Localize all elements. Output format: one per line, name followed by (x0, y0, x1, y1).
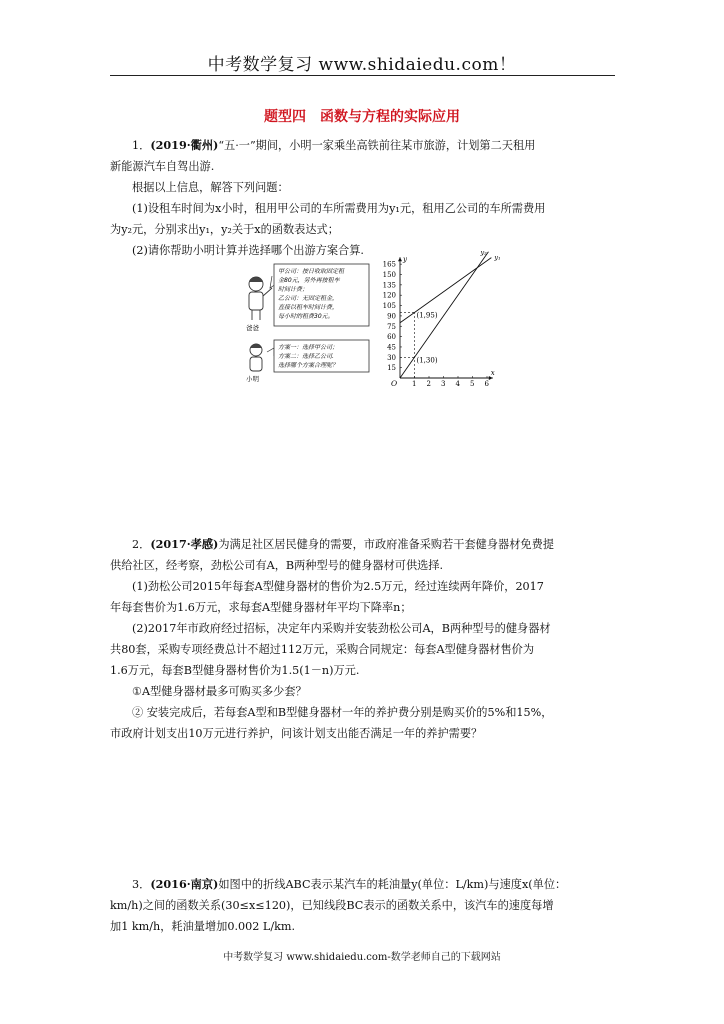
q2-part1-a: (1)劲松公司2015年每套A型健身器材的售价为2.5万元，经过连续两年降价，2017 (132, 580, 544, 593)
ming-text-line: 方案二：选择乙公司. (278, 353, 334, 360)
q2-stem (110, 534, 618, 556)
q3-stem (110, 874, 618, 896)
header-divider (110, 75, 615, 76)
q1-stem (110, 135, 618, 157)
dad-text-line: 时间计费； (278, 286, 309, 293)
x-tick-label: 2 (426, 380, 431, 388)
q3-line1: 如图中的折线ABC表示某汽车的耗油量y(单位：L/km)与速度x(单位： (218, 878, 567, 891)
ming-label: 小明 (246, 375, 259, 383)
q2-line1: 为满足社区居民健身的需要，市政府准备采购若干套健身器材免费提 (218, 538, 554, 551)
q3-source: (2016·南京) (150, 877, 219, 891)
q1-line1: “五·一”期间，小明一家乘坐高铁前往某市旅游，计划第二天租用 (218, 139, 536, 152)
q1-line3: 根据以上信息，解答下列问题： (132, 181, 289, 194)
q3-line2: km/h)之间的函数关系(30≤x≤120)，已知线段BC表示的函数关系中，该汽车的速度每增 (110, 899, 554, 912)
q1-source: (2019·衢州) (150, 138, 219, 152)
q2-sub1: ①A型健身器材最多可购买多少套？ (132, 685, 307, 698)
y-tick-label: 45 (387, 343, 396, 352)
q2-part2-c: 1.6万元，每套B型健身器材售价为1.5(1－n)万元. (110, 664, 360, 677)
y-tick-label: 165 (382, 260, 396, 269)
q2-sub2-a: ② 安装完成后，若每套A型和B型健身器材一年的养护费分别是购买价的5%和15%， (132, 706, 553, 719)
y-tick-label: 120 (382, 291, 396, 300)
x-tick-label: 5 (470, 380, 475, 388)
xiaoming-illustration (250, 344, 262, 371)
y-tick-label: 30 (387, 353, 396, 362)
origin-label: O (391, 379, 398, 388)
q2-part2-a: (2)2017年市政府经过招标，决定年内采购并安装劲松公司A，B两种型号的健身器材 (132, 622, 551, 635)
q3-number: 3． (132, 878, 151, 891)
dad-text-line: 直接以租车时间计费， (278, 304, 339, 311)
cost-chart (383, 248, 501, 388)
footer: 中考数学复习 www.shidaiedu.com-数学老师自己的下载网站 (223, 952, 501, 963)
q1-part2: (2)请你帮助小明计算并选择哪个出游方案合算. (132, 244, 364, 257)
x-tick-label: 1 (412, 380, 417, 388)
y-tick-label: 75 (387, 322, 396, 331)
x-tick-label: 4 (455, 380, 460, 388)
x-axis-label: x (490, 369, 495, 377)
q1-figure (240, 248, 510, 388)
header-title: 中考数学复习 www.shidaiedu.com！ (207, 55, 517, 75)
dad-text-line: 每小时的租费30元。 (278, 313, 334, 320)
x-tick-label: 6 (484, 380, 489, 388)
section-title: 题型四 函数与方程的实际应用 (264, 109, 460, 125)
q3-line3: 加1 km/h，耗油量增加0.002 L/km. (110, 920, 296, 933)
dad-illustration (249, 277, 272, 320)
point-annotation: (1,30) (416, 356, 438, 365)
q1-part1-a: (1)设租车时间为x小时，租用甲公司的车所需费用为y₁元，租用乙公司的车所需费用 (132, 202, 546, 215)
series-line-2 (400, 252, 488, 378)
q2-line2: 供给社区，经考察，劲松公司有A，B两种型号的健身器材可供选择. (110, 559, 444, 572)
q2-number: 2． (132, 538, 151, 551)
q1-line2: 新能源汽车自驾出游. (110, 160, 215, 173)
x-tick-label: 3 (441, 380, 446, 388)
y-tick-label: 60 (387, 333, 396, 342)
q2-part2-b: 共80套，采购专项经费总计不超过112万元，采购合同规定：每套A型健身器材售价为 (110, 643, 535, 656)
dad-label: 爸爸 (246, 324, 259, 332)
series-label: y₂ (480, 248, 487, 257)
y-axis-label: y (403, 255, 407, 264)
dad-text-line: 甲公司：按日收取固定租 (278, 268, 345, 275)
q1-number: 1． (132, 139, 151, 152)
point-annotation: (1,95) (416, 311, 438, 320)
ming-text-line: 方案一：选择甲公司； (278, 344, 339, 351)
q2-sub2-b: 市政府计划支出10万元进行养护，问该计划支出能否满足一年的养护需要？ (110, 727, 483, 740)
y-axis-arrow (398, 257, 402, 261)
dad-text-line: 乙公司：无固定租金， (278, 295, 339, 302)
q1-part1-b: 为y₂元，分别求出y₁，y₂关于x的函数表达式； (110, 223, 339, 236)
q2-source: (2017·孝感) (150, 537, 219, 551)
series-label: y₁ (494, 253, 501, 262)
q2-part1-b: 年每套售价为1.6万元，求每套A型健身器材年平均下降率n； (110, 601, 412, 614)
y-tick-label: 150 (382, 271, 396, 279)
y-tick-label: 105 (382, 302, 396, 311)
ming-text-line: 选择哪个方案合理呢？ (278, 362, 339, 369)
y-tick-label: 135 (382, 281, 396, 290)
y-tick-label: 15 (387, 364, 396, 373)
dad-text-line: 金80元，另外再按租车 (278, 277, 340, 284)
y-tick-label: 90 (387, 312, 396, 321)
